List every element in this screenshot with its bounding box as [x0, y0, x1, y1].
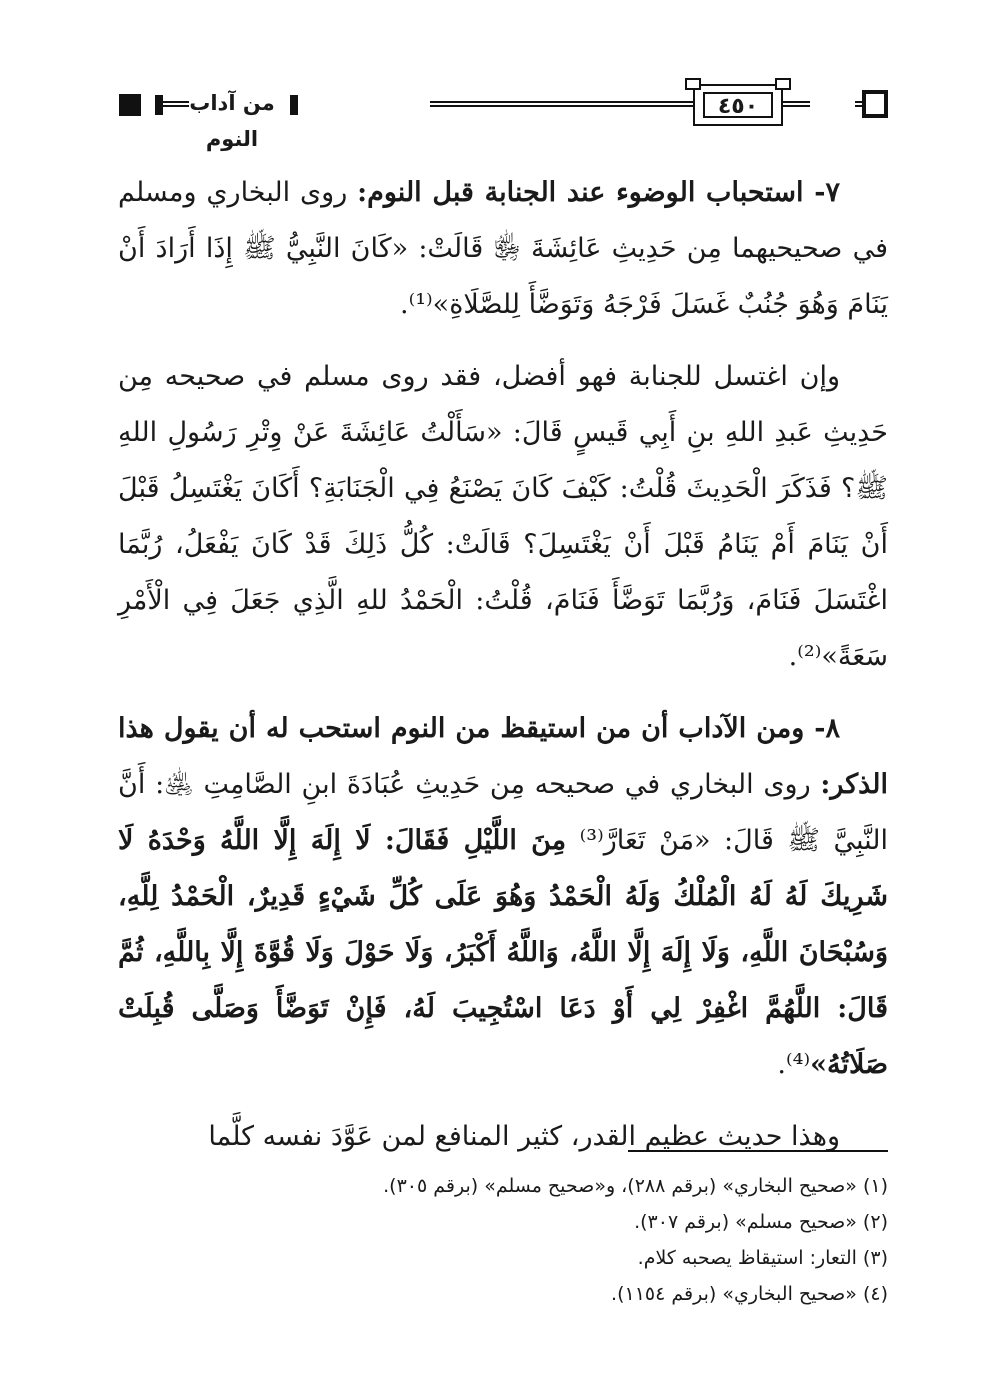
running-title: من آداب النوم [189, 91, 275, 151]
page-number-frame [693, 84, 783, 126]
header-ornament-bar [155, 95, 163, 115]
paragraph-text: روى البخاري في صحيحه مِن حَدِيثِ عُبَادَةَ ابنِ الصَّامِتِ ﵁: أَنَّ النَّبِيَّ ﷺ قَالَ: «مَنْ تَعَارَّ⁽³⁾ [118, 769, 889, 856]
paragraph-text: وإن اغتسل للجنابة فهو أفضل، فقد روى مسلم في صحيحه مِن حَدِيثِ عَبدِ اللهِ بنِ أَبِي قَيسٍ قَالَ: «سَأَلْتُ عَائِشَةَ عَنْ وِتْرِ رَسُولِ اللهِ ﷺ؟ فَذَكَرَ الْحَدِيثَ قُلْتُ: كَيْفَ كَانَ يَصْنَعُ فِي الْجَنَابَةِ؟ أَكَانَ يَغْتَسِلُ قَبْلَ أَنْ يَنَامَ أَمْ يَنَامُ قَبْلَ أَنْ يَغْتَسِلَ؟ قَالَتْ: كُلُّ ذَلِكَ قَدْ كَانَ يَفْعَلُ، رُبَّمَا اغْتَسَلَ فَنَامَ، وَرُبَّمَا تَوَضَّأَ فَنَامَ، قُلْتُ: الْحَمْدُ للهِ الَّذِي جَعَلَ فِي الْأَمْرِ سَعَةً»⁽²⁾. [118, 361, 888, 672]
header-ornament-square-outline [862, 90, 888, 118]
paragraph [118, 1109, 888, 1165]
footnote-marker: ⁽⁴⁾. [777, 1049, 811, 1080]
page-number: ٤٥٠ [703, 92, 773, 118]
header-ornament-square [119, 94, 141, 116]
footnotes [118, 1168, 888, 1312]
footnote-separator [628, 1150, 888, 1152]
paragraph [118, 349, 888, 685]
footnote: (٤) «صحيح البخاري» (برقم ١١٥٤). [611, 1283, 888, 1305]
paragraph-text: روى البخاري ومسلم في صحيحيهما مِن حَدِيثِ عَائِشَةَ ﵂ قَالَتْ: «كَانَ النَّبِيُّ ﷺ إِذَا أَرَادَ أَنْ يَنَامَ وَهُوَ جُنُبٌ غَسَلَ فَرْجَهُ وَتَوَضَّأَ لِلصَّلَاةِ»⁽¹⁾. [118, 177, 888, 320]
main-text [118, 165, 888, 1181]
header-ornament-bar [290, 95, 298, 115]
section-heading: ٨- ومن الآداب أن من استيقظ من النوم استحب له أن يقول هذا الذكر: [118, 713, 888, 800]
footnote: (١) «صحيح البخاري» (برقم ٢٨٨)، و«صحيح مسلم» (برقم ٣٠٥). [383, 1175, 888, 1197]
paragraph-text: وهذا حديث عظيم القدر، كثير المنافع لمن عَوَّدَ نفسه كلَّما [208, 1121, 840, 1152]
paragraph [118, 165, 888, 333]
footnote: (٣) التعار: استيقاظ يصحبه كلام. [637, 1247, 888, 1269]
footnote: (٢) «صحيح مسلم» (برقم ٣٠٧). [634, 1211, 888, 1233]
paragraph [118, 701, 888, 1093]
page-header [115, 80, 888, 151]
section-heading: ٧- استحباب الوضوء عند الجنابة قبل النوم: [357, 177, 841, 208]
hadith-text-bold: مِنَ اللَّيْلِ فَقَالَ: لَا إِلَهَ إِلَّا اللَّهُ وَحْدَهُ لَا شَرِيكَ لَهُ لَهُ الْمُلْكُ وَلَهُ الْحَمْدُ وَهُوَ عَلَى كُلِّ شَيْءٍ قَدِيرٌ، الْحَمْدُ لِلَّهِ، وَسُبْحَانَ اللَّهِ، وَلَا إِلَهَ إِلَّا اللَّهُ، وَاللَّهُ أَكْبَرُ، وَلَا حَوْلَ وَلَا قُوَّةَ إِلَّا بِاللَّهِ، ثُمَّ قَالَ: اللَّهُمَّ اغْفِرْ لِي أَوْ دَعَا اسْتُجِيبَ لَهُ، فَإِنْ تَوَضَّأَ وَصَلَّى قُبِلَتْ صَلَاتُهُ» [118, 825, 888, 1080]
